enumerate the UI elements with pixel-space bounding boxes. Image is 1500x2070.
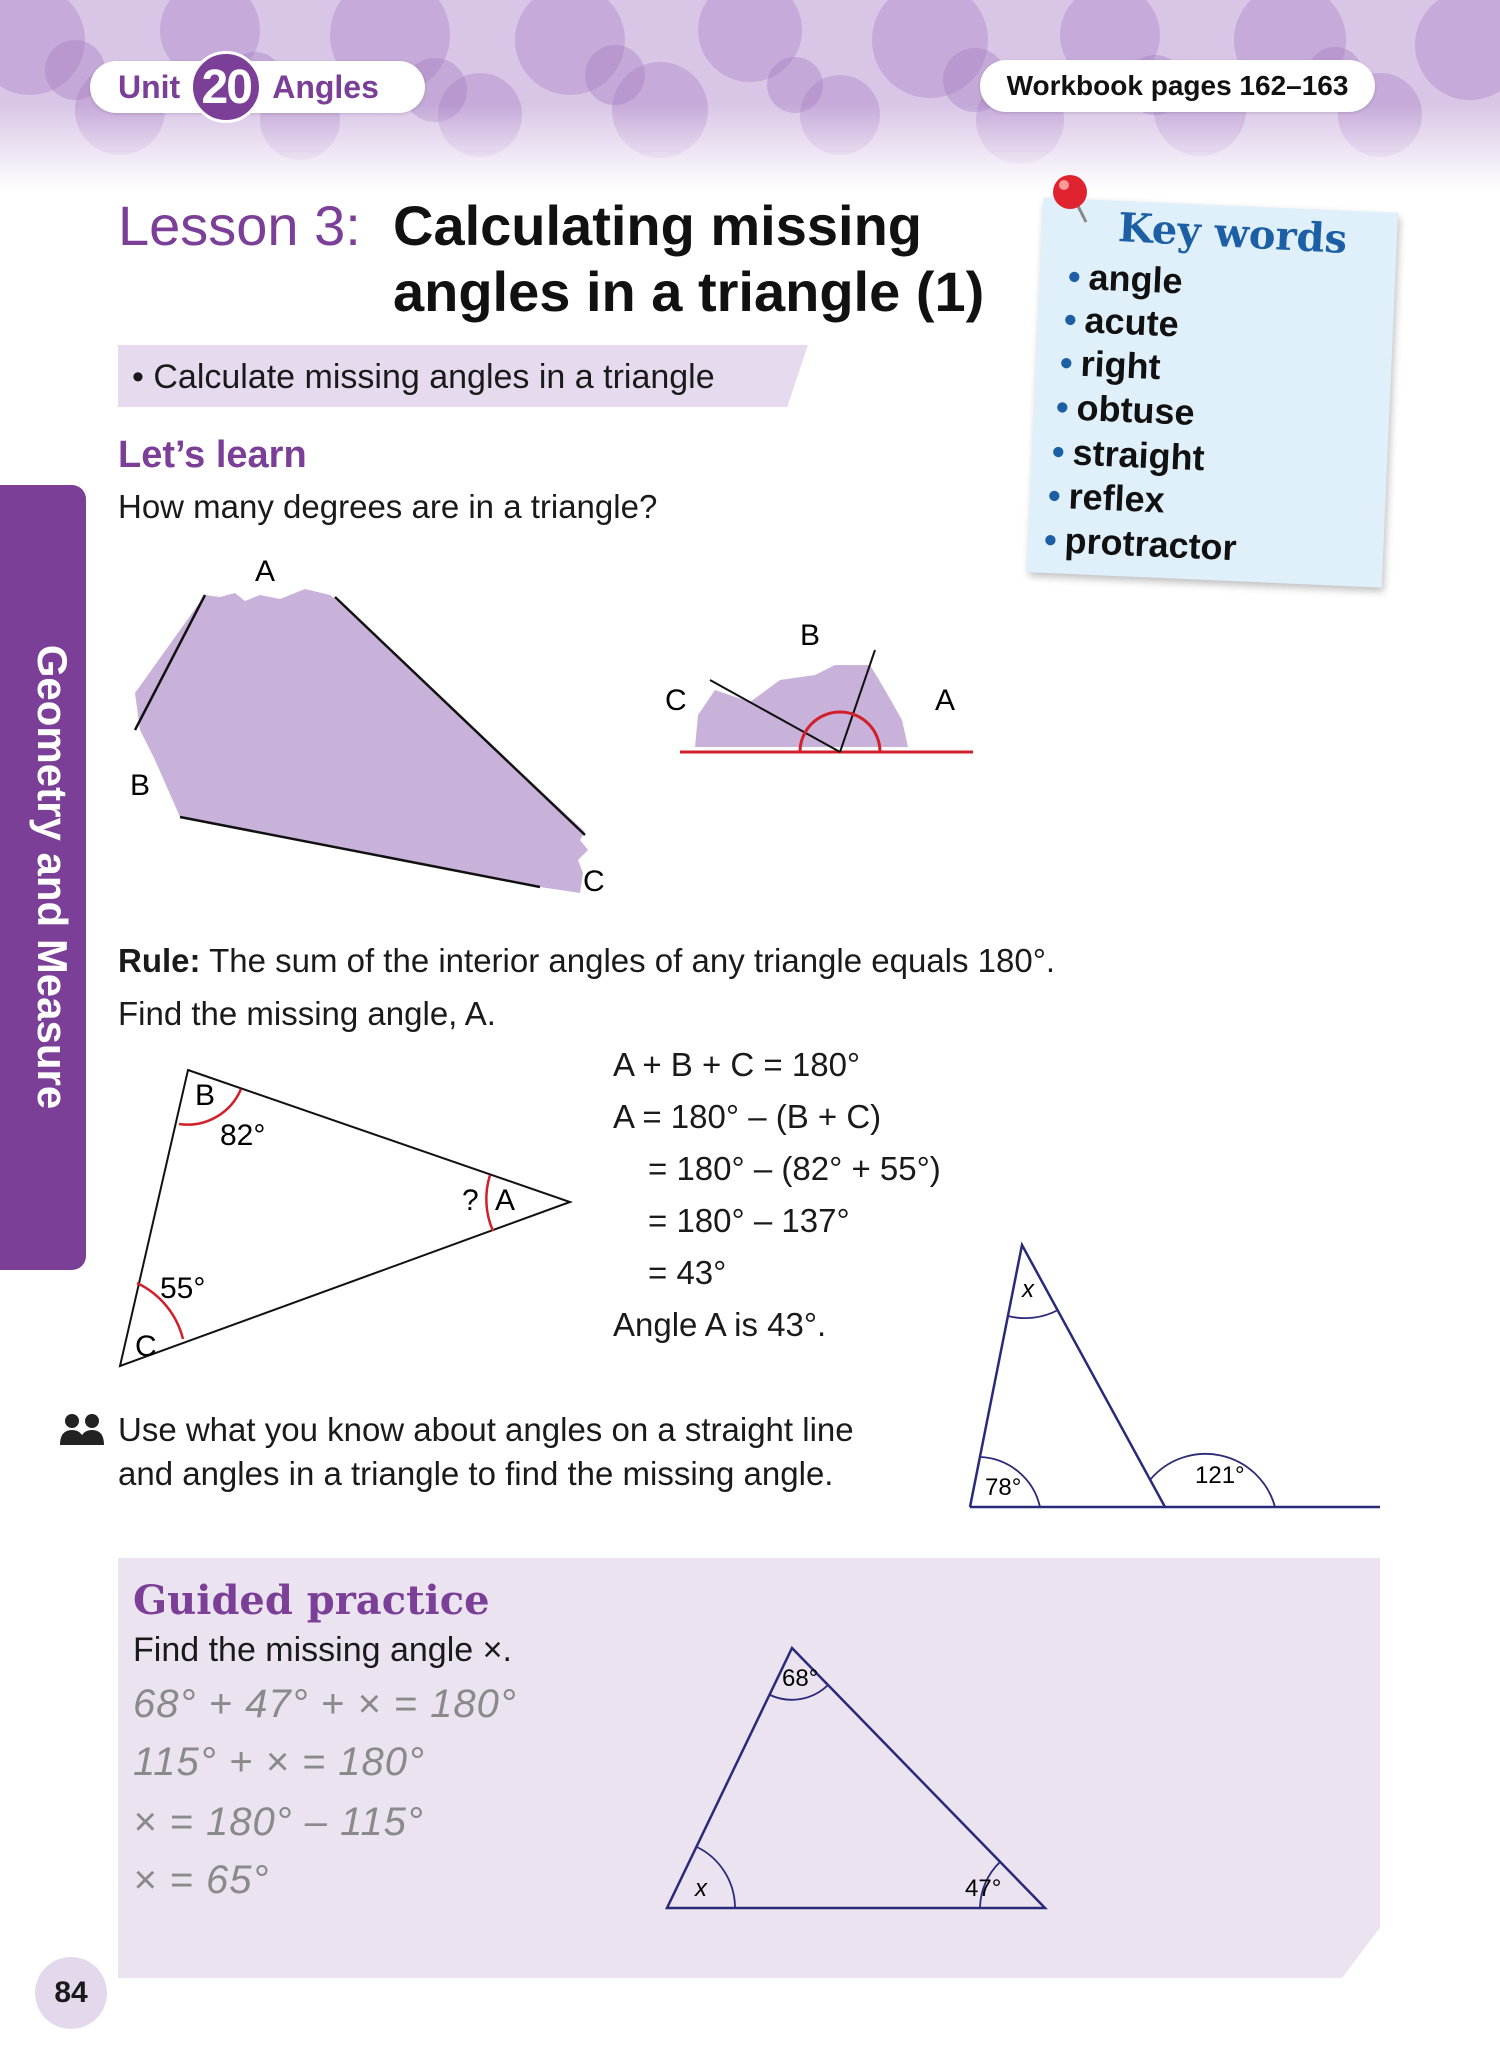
- angle-value-top: 68°: [782, 1665, 819, 1692]
- lesson-title-line1: Calculating missing: [393, 194, 922, 257]
- guided-practice-instruction: Find the missing angle ×.: [133, 1631, 512, 1669]
- angle-value-left: 78°: [985, 1474, 1022, 1501]
- angle-value-c: 55°: [160, 1272, 206, 1305]
- page-number: 84: [35, 1957, 107, 2029]
- vertex-label-b: B: [195, 1079, 216, 1112]
- keyword-item: • right: [1059, 341, 1162, 388]
- unit-badge: [90, 61, 425, 113]
- keyword-label: straight: [1071, 431, 1206, 479]
- keyword-item: • reflex: [1047, 474, 1166, 521]
- angle-value-right: 47°: [965, 1875, 1002, 1902]
- keyword-label: obtuse: [1075, 386, 1196, 434]
- pair-task-line2: and angles in a triangle to find the missing angle.: [118, 1455, 834, 1492]
- guided-working-step: 68° + 47° + × = 180°: [133, 1682, 517, 1726]
- lets-learn-question: How many degrees are in a triangle?: [118, 488, 658, 525]
- pair-work-icon: [60, 1413, 104, 1447]
- vertex-label-c: C: [583, 865, 605, 898]
- angle-unknown-a: ?: [462, 1184, 479, 1217]
- angle-arc-a: [486, 1175, 493, 1231]
- unit-number-badge: 20: [190, 51, 262, 123]
- vertex-label-c: C: [135, 1330, 157, 1363]
- keyword-item: • acute: [1063, 298, 1180, 345]
- vertex-label-b: B: [130, 769, 151, 802]
- lesson-number: Lesson 3:: [118, 194, 361, 257]
- workbook-pages-badge: Workbook pages 162–163: [980, 60, 1375, 112]
- rule-statement: [118, 942, 1055, 980]
- working-step: A = 180° – (B + C): [613, 1098, 882, 1135]
- pair-task-triangle-diagram: [960, 1235, 1390, 1515]
- guided-triangle-diagram: [660, 1638, 1060, 1918]
- angle-arc-top: [1008, 1310, 1058, 1318]
- guided-practice-title: Guided practice: [133, 1577, 490, 1624]
- working-step: = 180° – 137°: [648, 1202, 850, 1239]
- example-triangle-diagram: [110, 1060, 590, 1370]
- angle-value-left: x: [695, 1875, 707, 1902]
- angle-value-b: 82°: [220, 1119, 266, 1152]
- unit-word: Unit: [118, 68, 181, 105]
- keyword-item: • angle: [1067, 255, 1184, 302]
- keyword-label: reflex: [1067, 475, 1166, 521]
- example-triangle: [120, 1070, 570, 1366]
- map-pin-icon: [1050, 172, 1100, 232]
- keyword-label: acute: [1083, 299, 1180, 345]
- rule-text: The sum of the interior angles of any triangle equals 180°.: [200, 942, 1056, 979]
- lesson-title: [393, 193, 984, 325]
- working-answer: Angle A is 43°.: [613, 1306, 827, 1343]
- keyword-label: angle: [1087, 256, 1184, 302]
- line-label-c: C: [665, 684, 687, 717]
- keyword-label: protractor: [1063, 519, 1238, 569]
- torn-triangle-shape: [135, 589, 588, 893]
- find-instruction: Find the missing angle, A.: [118, 995, 496, 1032]
- vertex-label-a: A: [495, 1184, 516, 1217]
- angle-value-top: x: [1022, 1276, 1034, 1303]
- guided-working-step: × = 180° – 115°: [133, 1800, 424, 1844]
- pair-task-text: [118, 1408, 938, 1496]
- torn-triangle-diagram: [120, 555, 620, 910]
- keyword-item: • straight: [1051, 430, 1206, 479]
- line-label-b: B: [800, 620, 821, 652]
- vertex-label-a: A: [255, 555, 276, 588]
- unit-title: Angles: [272, 68, 379, 105]
- line-label-a: A: [935, 684, 956, 717]
- guided-working-step: 115° + × = 180°: [133, 1740, 426, 1784]
- angle-value-exterior: 121°: [1195, 1462, 1245, 1489]
- pair-task-line1: Use what you know about angles on a straight line: [118, 1411, 854, 1448]
- working-step: = 43°: [648, 1254, 727, 1291]
- key-words-title: Key words: [1116, 204, 1349, 263]
- objective-text: • Calculate missing angles in a triangle: [132, 358, 715, 396]
- working-step: = 180° – (82° + 55°): [648, 1150, 941, 1187]
- keyword-item: • obtuse: [1055, 385, 1196, 434]
- lesson-title-line2: angles in a triangle (1): [393, 260, 985, 323]
- working-step: A + B + C = 180°: [613, 1046, 861, 1083]
- keyword-item: • protractor: [1043, 518, 1238, 569]
- side-tab-label: Geometry and Measure: [29, 644, 76, 1110]
- rule-label: Rule:: [118, 942, 201, 979]
- lets-learn-heading: Let’s learn: [118, 434, 307, 476]
- pair-triangle: [970, 1245, 1165, 1507]
- angles-on-line-diagram: [640, 620, 980, 770]
- keyword-label: right: [1079, 342, 1162, 388]
- guided-working-step: × = 65°: [133, 1858, 270, 1902]
